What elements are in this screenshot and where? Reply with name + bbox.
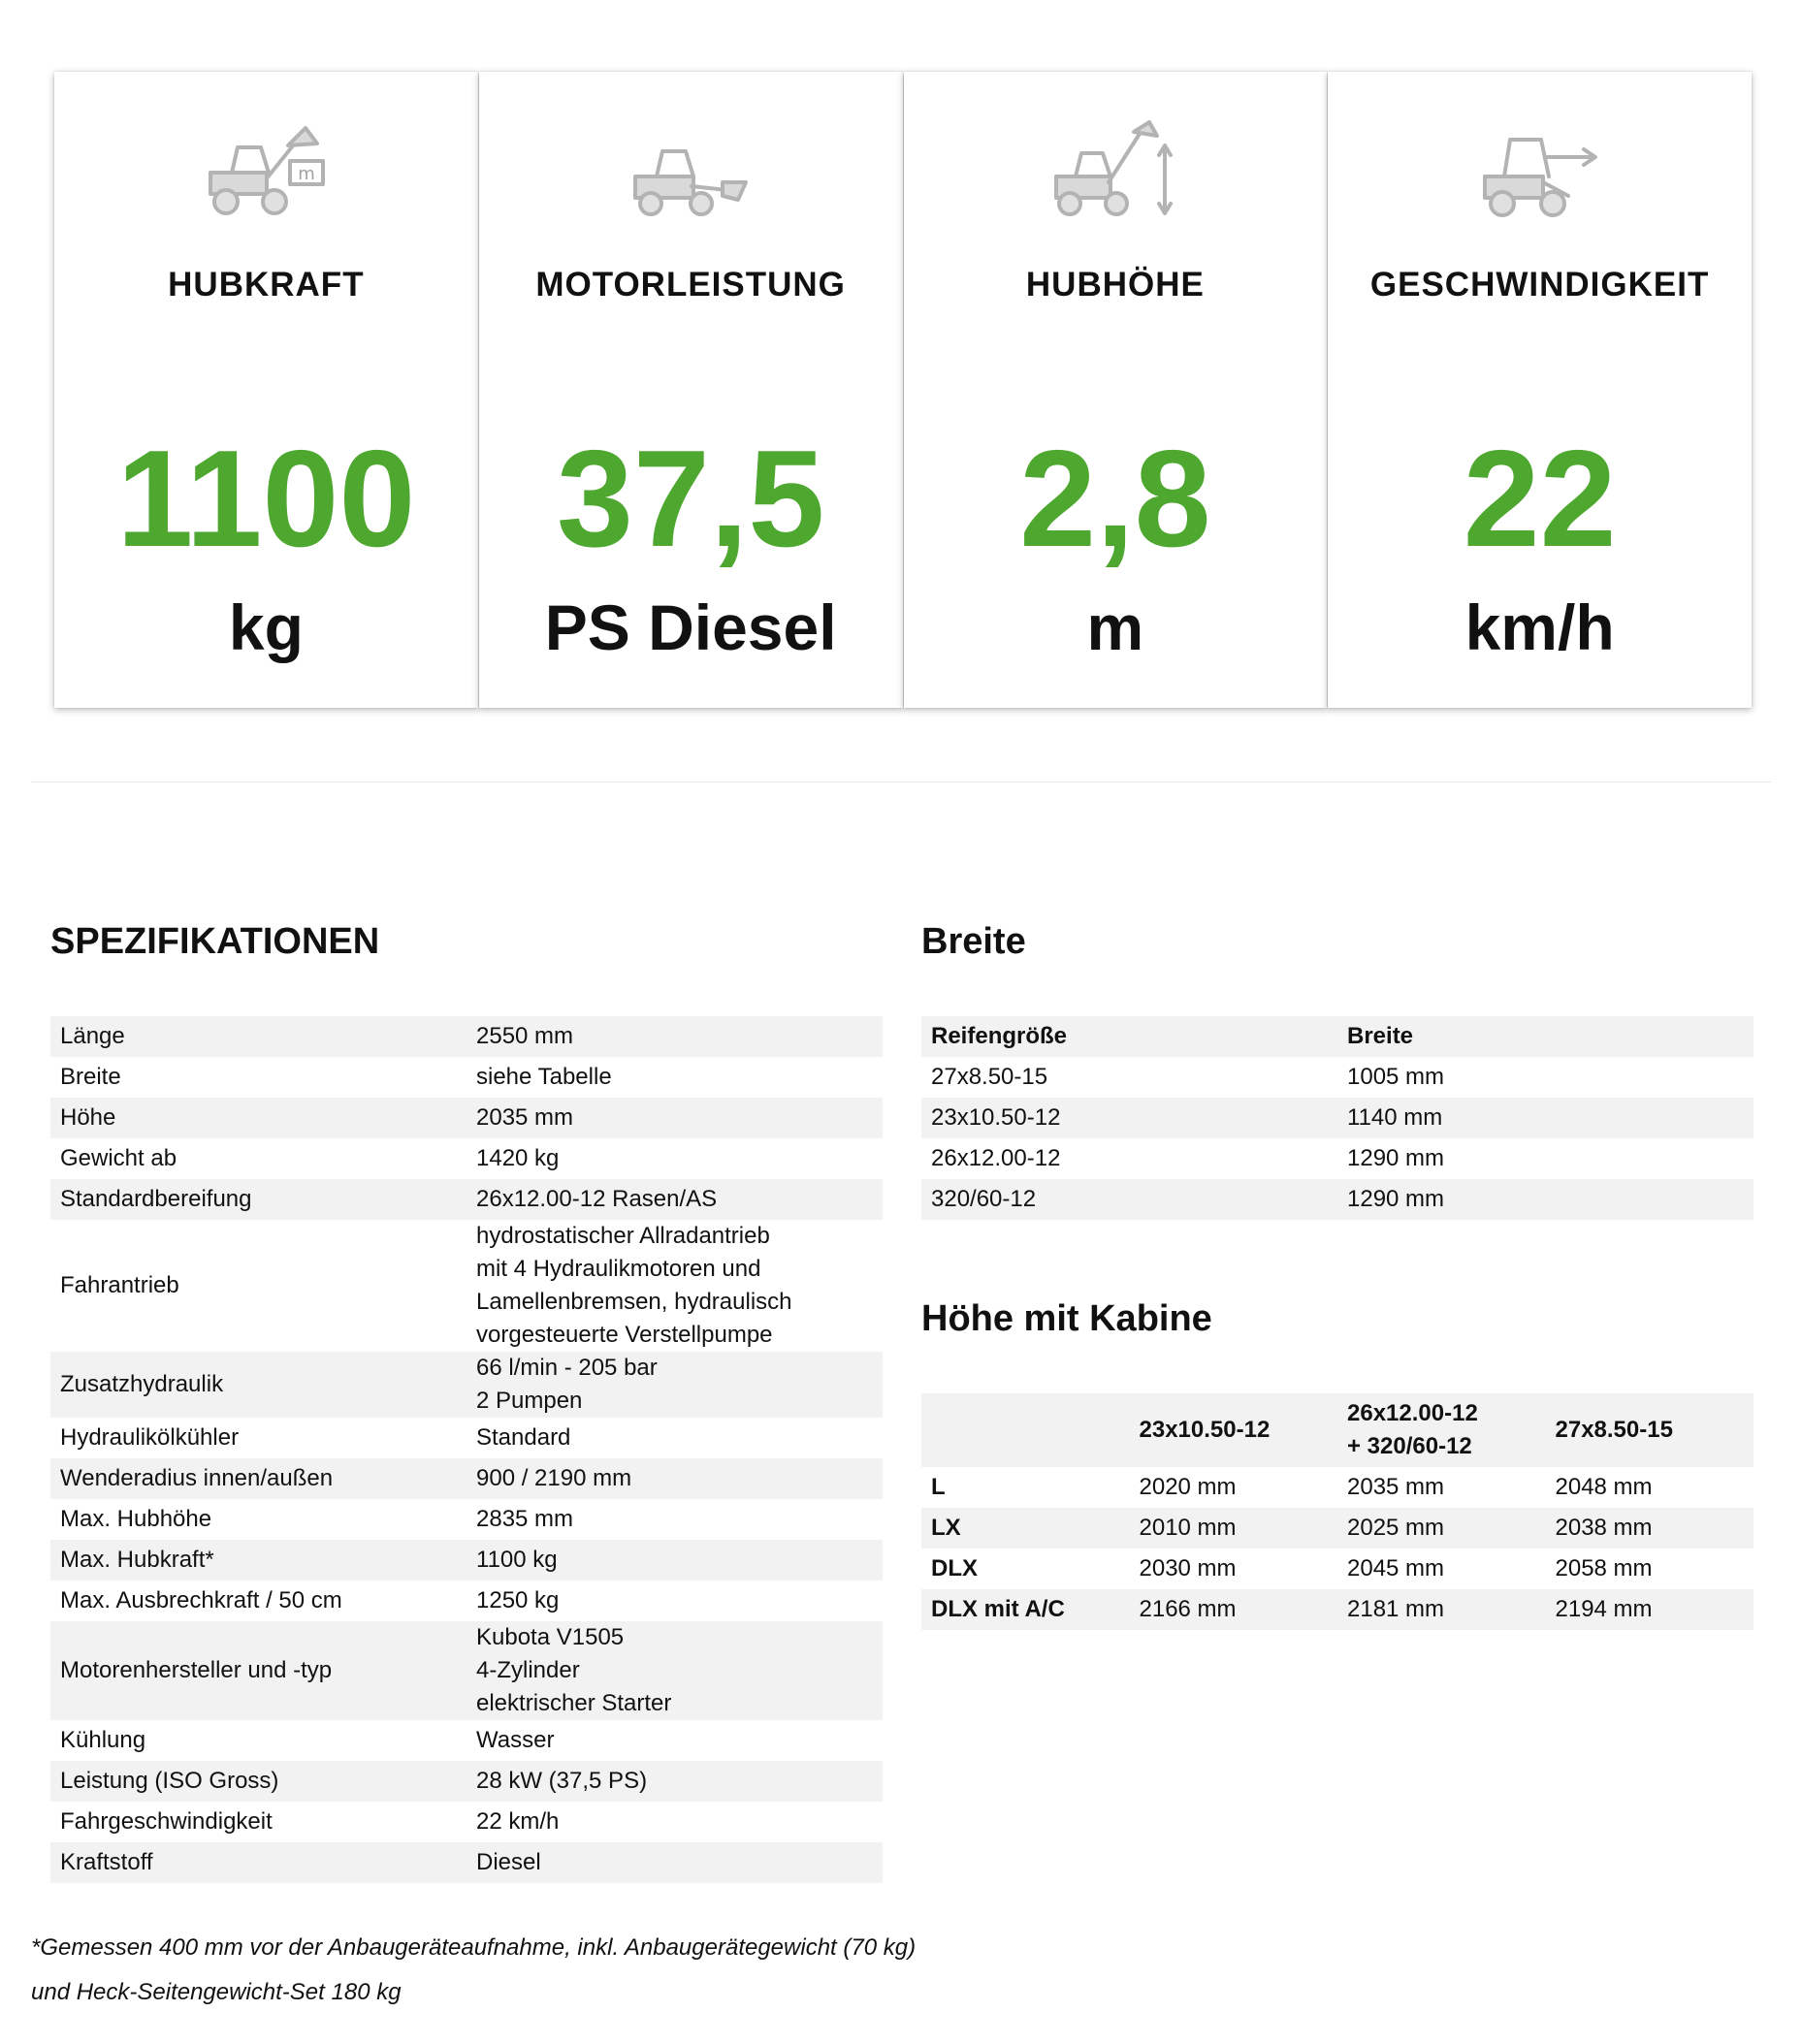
kpi-card-hubhoehe — [904, 72, 1328, 708]
table-row — [921, 1138, 1754, 1179]
spec-key: Leistung (ISO Gross) — [50, 1761, 467, 1802]
table-row — [50, 1621, 883, 1720]
column-header-line: + 320/60-12 — [1347, 1433, 1472, 1459]
spec-value — [467, 1138, 883, 1179]
spec-value — [467, 1016, 883, 1057]
row-key: L — [931, 1474, 946, 1500]
spec-key: Breite — [60, 1064, 121, 1090]
table-header-row — [921, 1016, 1754, 1057]
spec-value — [467, 1621, 883, 1720]
spec-value — [467, 1179, 883, 1220]
footnote — [31, 1926, 943, 2015]
spec-value-line: 1250 kg — [476, 1587, 560, 1613]
spec-key: Motorenhersteller und -typ — [50, 1621, 467, 1720]
table-row — [50, 1842, 883, 1883]
kpi-value: 37,5 — [556, 422, 825, 576]
table-row — [50, 1540, 883, 1581]
table-row — [921, 1098, 1754, 1138]
table-row — [50, 1802, 883, 1842]
kabine-table — [921, 1393, 1754, 1630]
loader-lift-force-icon — [54, 118, 478, 225]
spec-value-line: siehe Tabelle — [476, 1064, 612, 1090]
spec-key: Max. Hubkraft* — [50, 1540, 467, 1581]
spec-value — [467, 1057, 883, 1098]
spec-key: Wenderadius innen/außen — [50, 1458, 467, 1499]
table-cell: 2058 mm — [1555, 1555, 1653, 1581]
table-cell: 320/60-12 — [921, 1179, 1337, 1220]
spec-value-line: Wasser — [476, 1727, 555, 1753]
table-header-row — [921, 1393, 1754, 1467]
kpi-value: 22 — [1463, 422, 1617, 576]
table-row — [50, 1179, 883, 1220]
spec-key: Fahrgeschwindigkeit — [60, 1808, 273, 1835]
kpi-label: GESCHWINDIGKEIT — [1369, 266, 1710, 303]
kpi-value: 2,8 — [1019, 422, 1211, 576]
column-header-line: 26x12.00-12 — [1347, 1400, 1478, 1426]
footnote-line: und Heck-Seitengewicht-Set 180 kg — [31, 1979, 402, 2005]
table-cell: 2166 mm — [1130, 1589, 1338, 1630]
spec-value — [467, 1581, 883, 1621]
column-header — [1337, 1393, 1546, 1467]
kpi-label: HUBKRAFT — [168, 266, 365, 303]
table-row — [50, 1499, 883, 1540]
kpi-value: 1100 — [116, 422, 416, 576]
column-header — [921, 1393, 1130, 1467]
spec-value — [467, 1098, 883, 1138]
table-row — [50, 1098, 883, 1138]
spec-key: Max. Ausbrechkraft / 50 cm — [60, 1587, 342, 1613]
spec-value — [467, 1220, 883, 1352]
kpi-card-hubkraft — [54, 72, 478, 708]
table-row — [921, 1508, 1754, 1549]
kpi-unit: m — [1086, 591, 1144, 663]
table-cell: 2194 mm — [1546, 1589, 1754, 1630]
column-header: Breite — [1337, 1016, 1754, 1057]
table-row — [50, 1352, 883, 1418]
row-key: LX — [921, 1508, 1130, 1549]
spec-value — [467, 1458, 883, 1499]
spec-value-line: hydrostatischer Allradantrieb — [476, 1223, 770, 1249]
kpi-cards — [54, 72, 1752, 708]
table-row — [50, 1761, 883, 1802]
table-row — [50, 1720, 883, 1761]
table-cell: 1290 mm — [1337, 1179, 1754, 1220]
table-cell: 2025 mm — [1337, 1508, 1546, 1549]
spec-key: Hydraulikölkühler — [60, 1424, 240, 1451]
spec-value-line: 66 l/min - 205 bar — [476, 1355, 658, 1381]
table-row — [50, 1418, 883, 1458]
table-cell: 2020 mm — [1139, 1474, 1237, 1500]
row-key: DLX mit A/C — [921, 1589, 1130, 1630]
table-cell: 2038 mm — [1546, 1508, 1754, 1549]
table-cell: 27x8.50-15 — [931, 1064, 1048, 1090]
spec-value-line: 28 kW (37,5 PS) — [476, 1768, 648, 1794]
spec-key: Gewicht ab — [60, 1145, 177, 1171]
loader-bucket-icon — [479, 118, 903, 225]
table-cell: 1290 mm — [1347, 1145, 1445, 1171]
breite-title: Breite — [921, 921, 1026, 962]
spec-value-line: 2035 mm — [476, 1104, 574, 1131]
spec-title: SPEZIFIKATIONEN — [50, 921, 380, 962]
kpi-unit: kg — [228, 591, 304, 663]
spec-value-line: 1420 kg — [476, 1145, 560, 1171]
table-cell: 2035 mm — [1347, 1474, 1445, 1500]
table-row — [921, 1179, 1754, 1220]
table-cell: 1140 mm — [1337, 1098, 1754, 1138]
spec-value — [467, 1352, 883, 1418]
spec-key: Höhe — [50, 1098, 467, 1138]
loader-lift-height-icon — [904, 118, 1328, 225]
spec-value-line: 1100 kg — [476, 1547, 558, 1573]
table-cell: 2048 mm — [1555, 1474, 1653, 1500]
spec-value-line: 2835 mm — [476, 1506, 574, 1532]
spec-value-line: elektrischer Starter — [476, 1690, 672, 1716]
spec-value-line: 4-Zylinder — [476, 1657, 580, 1683]
spec-value — [467, 1540, 883, 1581]
spec-value — [467, 1802, 883, 1842]
footnote-line: *Gemessen 400 mm vor der Anbaugeräteaufnahme, inkl. Anbaugerätegewicht (70 kg) — [31, 1934, 917, 1961]
table-row — [921, 1589, 1754, 1630]
table-cell: 23x10.50-12 — [921, 1098, 1337, 1138]
kpi-unit: km/h — [1464, 591, 1615, 663]
table-cell: 2045 mm — [1347, 1555, 1445, 1581]
spec-key: Zusatzhydraulik — [50, 1352, 467, 1418]
column-header: 27x8.50-15 — [1546, 1393, 1754, 1467]
column-header: Reifengröße — [921, 1016, 1337, 1057]
breite-table — [921, 1016, 1754, 1220]
spec-value-line: 26x12.00-12 Rasen/AS — [476, 1186, 718, 1212]
table-row — [921, 1549, 1754, 1589]
kpi-label: MOTORLEISTUNG — [535, 266, 846, 303]
table-row — [50, 1458, 883, 1499]
table-row — [921, 1057, 1754, 1098]
spec-table — [50, 1016, 883, 1883]
spec-value — [467, 1418, 883, 1458]
table-row — [50, 1016, 883, 1057]
column-header: 23x10.50-12 — [1130, 1393, 1338, 1467]
kpi-card-geschwindigkeit — [1328, 72, 1752, 708]
spec-key: Max. Hubhöhe — [60, 1506, 212, 1532]
spec-value-line: vorgesteuerte Verstellpumpe — [476, 1322, 773, 1348]
table-row — [921, 1467, 1754, 1508]
table-cell: 2010 mm — [1130, 1508, 1338, 1549]
spec-value-line: Diesel — [476, 1849, 541, 1875]
spec-value — [467, 1842, 883, 1883]
spec-value — [467, 1761, 883, 1802]
spec-value-line: 2550 mm — [476, 1023, 574, 1049]
spec-value — [467, 1499, 883, 1540]
table-cell: 2181 mm — [1337, 1589, 1546, 1630]
kpi-label: HUBHÖHE — [1025, 266, 1205, 303]
kabine-title: Höhe mit Kabine — [921, 1298, 1212, 1339]
spec-value-line: Lamellenbremsen, hydraulisch — [476, 1289, 792, 1315]
spec-key: Kraftstoff — [50, 1842, 467, 1883]
table-cell: 2030 mm — [1139, 1555, 1237, 1581]
spec-key: Standardbereifung — [50, 1179, 467, 1220]
spec-value-line: Kubota V1505 — [476, 1624, 625, 1650]
table-row — [50, 1220, 883, 1352]
table-cell: 26x12.00-12 — [931, 1145, 1061, 1171]
spec-key: Fahrantrieb — [60, 1272, 179, 1298]
spec-value-line: mit 4 Hydraulikmotoren und — [476, 1256, 761, 1282]
spec-value-line: 900 / 2190 mm — [476, 1465, 632, 1491]
spec-key: Länge — [50, 1016, 467, 1057]
kpi-unit: PS Diesel — [544, 591, 837, 663]
spec-value — [467, 1720, 883, 1761]
loader-speed-icon — [1328, 118, 1752, 225]
svg-text:m: m — [298, 164, 316, 184]
table-row — [50, 1581, 883, 1621]
spec-key: Kühlung — [60, 1727, 146, 1753]
spec-value-line: 22 km/h — [476, 1808, 560, 1835]
spec-value-line: 2 Pumpen — [476, 1388, 583, 1414]
kpi-card-motorleistung — [479, 72, 903, 708]
spec-value-line: Standard — [476, 1424, 571, 1451]
table-row — [50, 1138, 883, 1179]
table-row — [50, 1057, 883, 1098]
table-cell: 1005 mm — [1347, 1064, 1445, 1090]
row-key: DLX — [931, 1555, 978, 1581]
